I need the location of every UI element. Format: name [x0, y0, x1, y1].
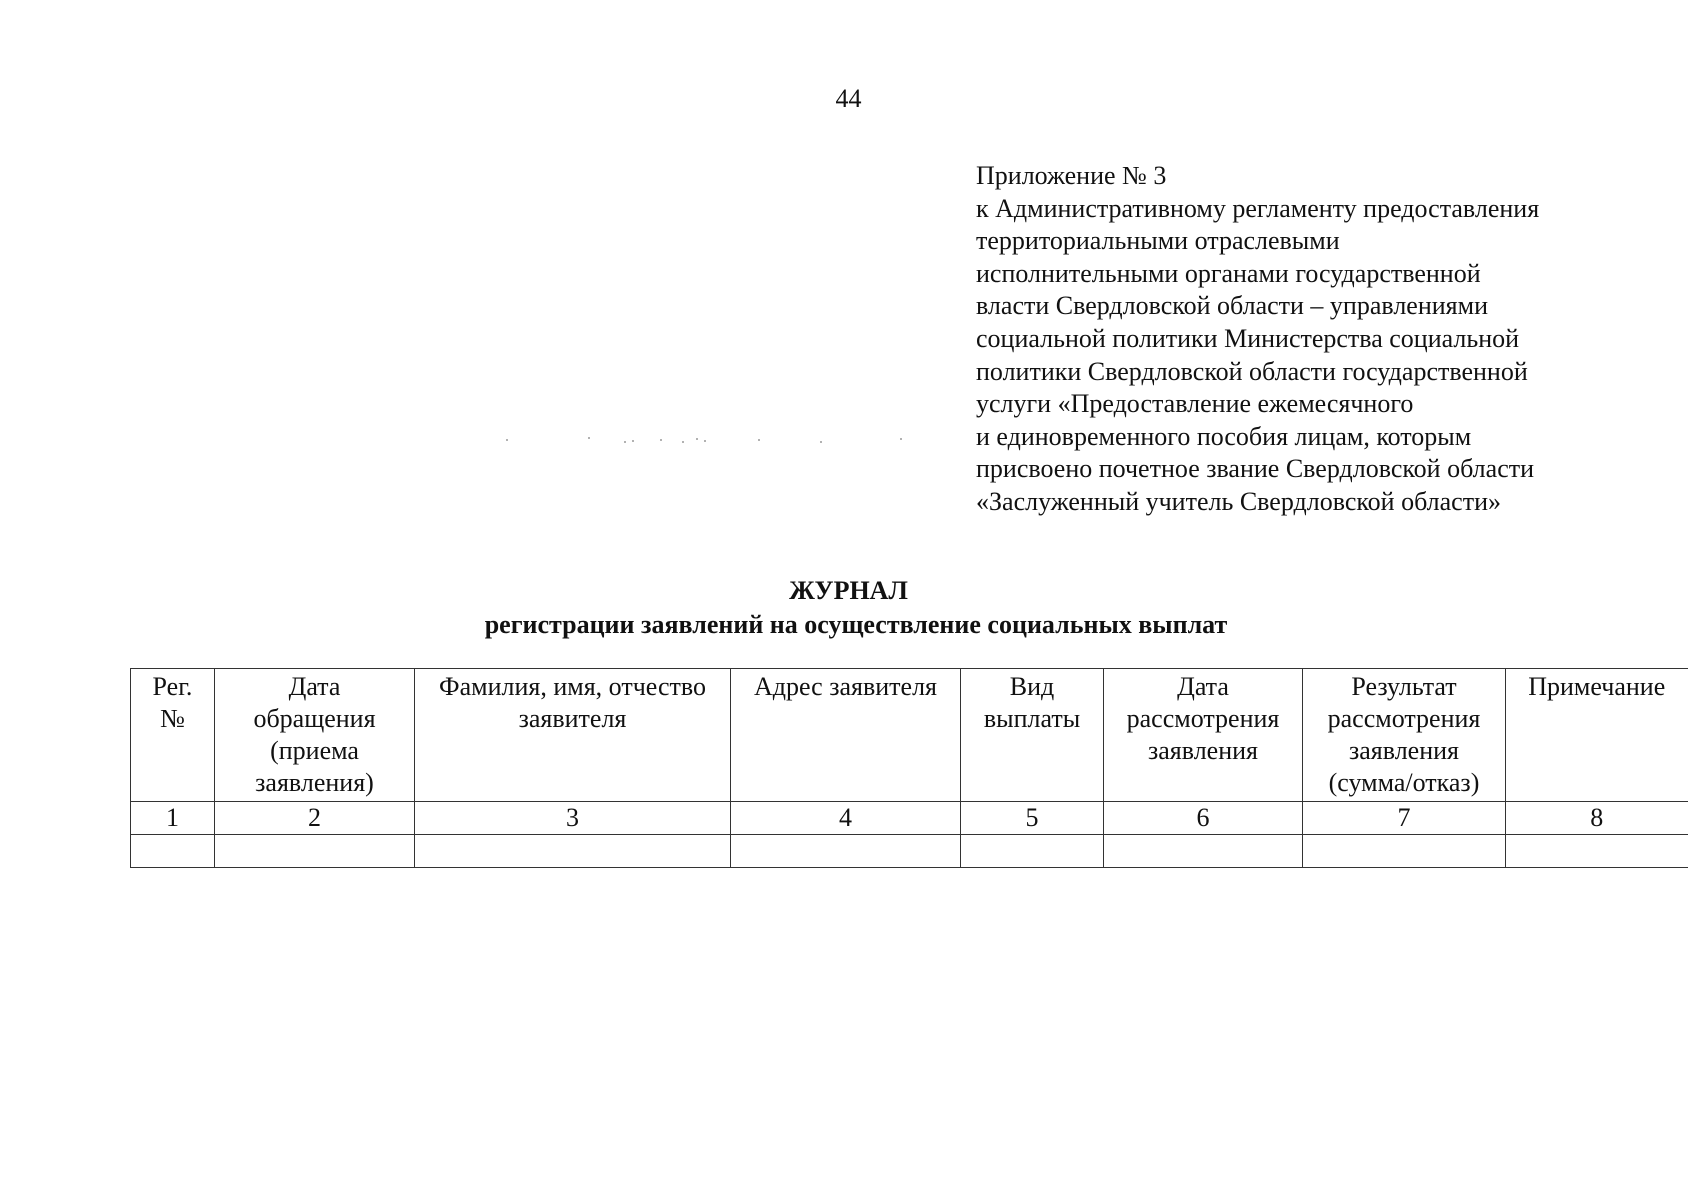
column-header: [415, 669, 731, 802]
column-header-line: обращения: [253, 704, 376, 733]
page-number: 44: [835, 84, 862, 113]
column-header: [1506, 669, 1688, 802]
appendix-line: и единовременного пособия лицам, которым: [976, 421, 1472, 451]
column-header: [1303, 669, 1506, 802]
column-header-line: Дата: [288, 672, 341, 701]
scan-artifact-dots: [500, 436, 920, 444]
column-header-line: Дата: [1177, 672, 1229, 701]
column-header-line: заявления: [1147, 736, 1258, 765]
table-cell: [1104, 835, 1303, 868]
column-header: [1104, 669, 1303, 802]
appendix-line: социальной политики Министерства социальной: [976, 323, 1520, 353]
column-header-line: заявителя: [518, 704, 627, 733]
table-cell: [215, 835, 415, 868]
registration-journal-table: [130, 668, 1688, 868]
column-number: 6: [1104, 802, 1303, 835]
column-header: [961, 669, 1104, 802]
table-cell: [415, 835, 731, 868]
column-header-line: заявления: [1348, 736, 1459, 765]
column-header: [131, 669, 215, 802]
column-number: 2: [215, 802, 415, 835]
column-header-line: Рег.: [152, 672, 193, 701]
table-header-row: [131, 669, 1688, 802]
column-header-line: заявления): [255, 768, 374, 797]
column-header-line: Результат: [1351, 672, 1457, 701]
appendix-line: «Заслуженный учитель Свердловской области»: [976, 486, 1502, 516]
document-subtitle: регистрации заявлений на осуществление социальных выплат: [484, 610, 1228, 639]
column-header-line: Фамилия, имя, отчество: [439, 672, 706, 701]
column-header-line: Адрес заявителя: [753, 672, 938, 701]
column-header-line: №: [160, 704, 185, 733]
appendix-line: политики Свердловской области государственной: [976, 356, 1528, 386]
table-row: [131, 835, 1688, 868]
column-header-line: Вид: [1009, 672, 1055, 701]
appendix-line: власти Свердловской области – управлениями: [976, 291, 1488, 321]
column-number: 4: [731, 802, 961, 835]
table-cell: [1303, 835, 1506, 868]
table-cell: [731, 835, 961, 868]
table-cell: [961, 835, 1104, 868]
appendix-block: [976, 160, 1636, 519]
table-cell: [1506, 835, 1688, 868]
column-number: 8: [1506, 802, 1688, 835]
appendix-line: Приложение № 3: [976, 161, 1167, 190]
column-header: [215, 669, 415, 802]
appendix-line: территориальными отраслевыми: [976, 226, 1340, 256]
column-header-line: рассмотрения: [1327, 704, 1481, 733]
column-number-row: [131, 802, 1688, 835]
column-number: 7: [1303, 802, 1506, 835]
document-title: ЖУРНАЛ: [789, 576, 908, 605]
appendix-line: услуги «Предоставление ежемесячного: [976, 389, 1414, 419]
column-header-line: Примечание: [1528, 672, 1666, 701]
column-number: 1: [131, 802, 215, 835]
column-number: 5: [961, 802, 1104, 835]
appendix-line: присвоено почетное звание Свердловской области: [976, 454, 1535, 484]
column-header-line: (сумма/отказ): [1328, 768, 1480, 797]
table-cell: [131, 835, 215, 868]
appendix-line: исполнительными органами государственной: [976, 258, 1481, 288]
column-header-line: выплаты: [983, 704, 1081, 733]
appendix-line: к Административному регламенту предоставления: [976, 193, 1540, 223]
column-header: [731, 669, 961, 802]
column-header-line: (приема: [270, 736, 359, 765]
column-number: 3: [415, 802, 731, 835]
column-header-line: рассмотрения: [1126, 704, 1280, 733]
